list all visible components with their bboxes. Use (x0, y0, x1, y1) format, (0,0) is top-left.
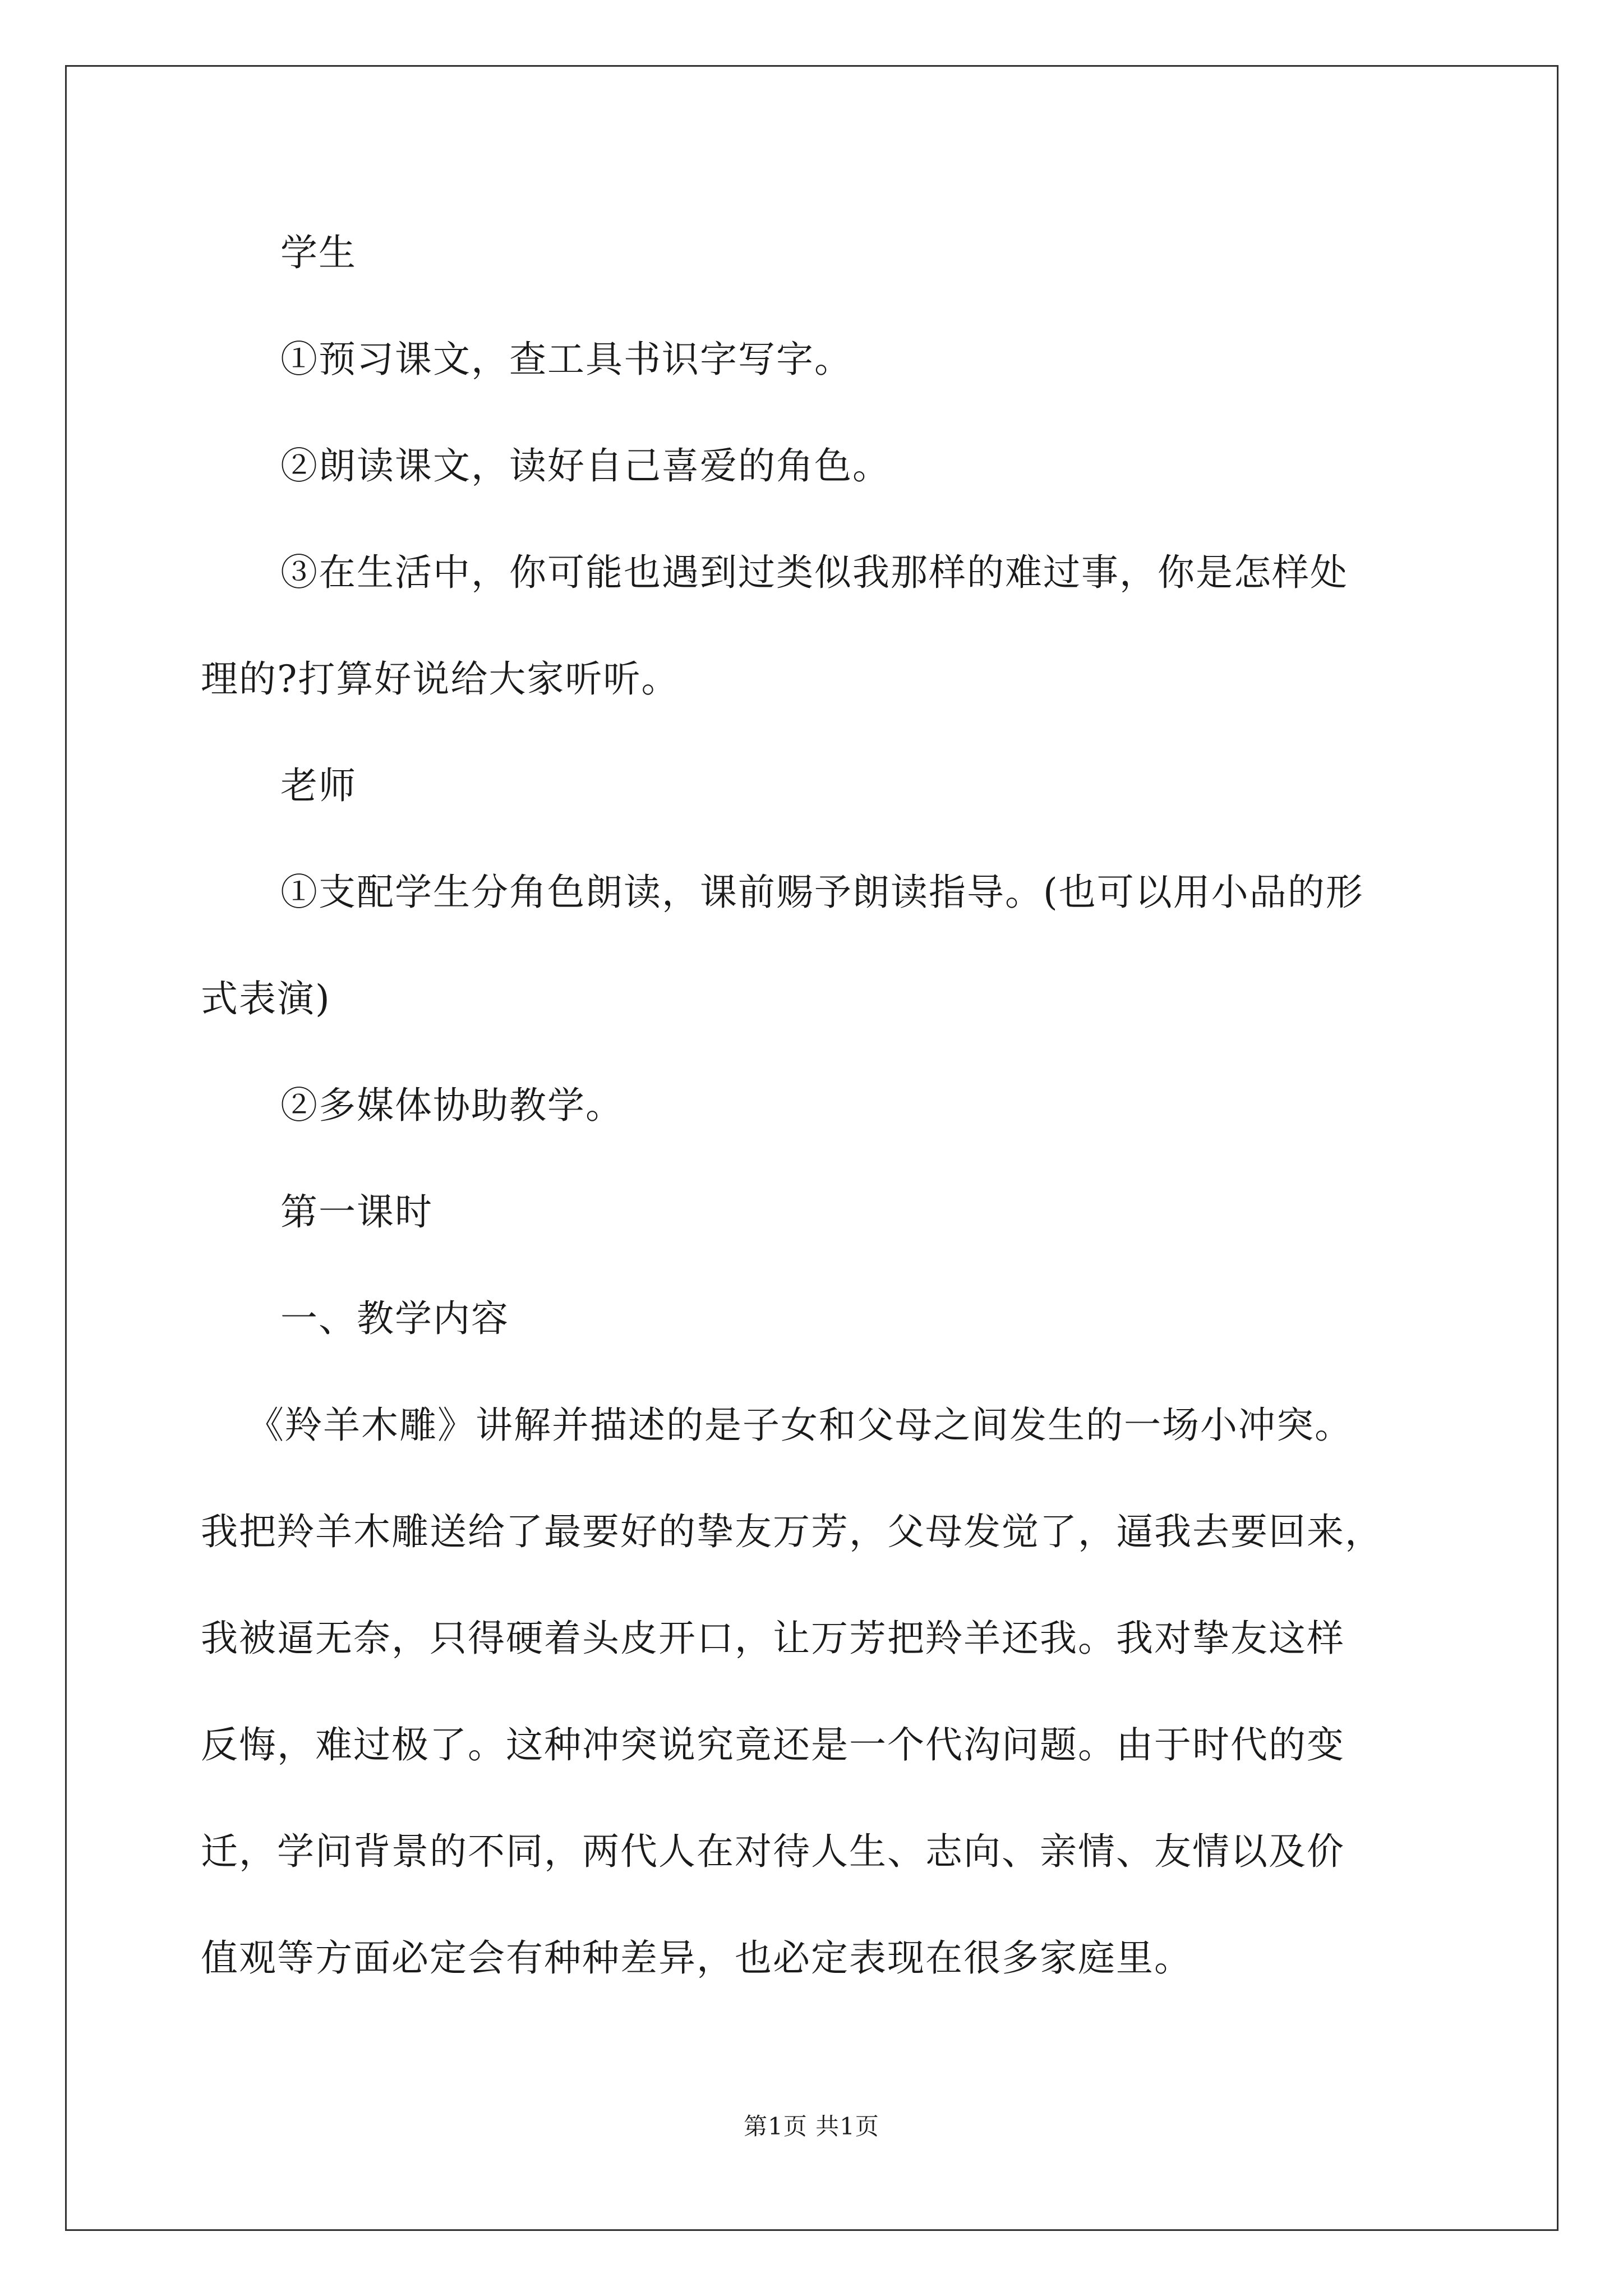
teacher-item-2: ②多媒体协助教学。 (280, 1084, 624, 1127)
content-paragraph-line-5: 迁，学问背景的不同，两代人在对待人生、志向、亲情、友情以及价 (201, 1830, 1345, 1873)
page-border (65, 65, 1559, 2231)
content-paragraph-line-4: 反悔，难过极了。这种冲突说究竟还是一个代沟问题。由于时代的变 (201, 1723, 1345, 1766)
teacher-item-1-line-1: ①支配学生分角色朗读，课前赐予朗读指导。(也可以用小品的形 (280, 871, 1364, 914)
student-item-3-line-2: 理的?打算好说给大家听听。 (201, 657, 680, 701)
content-paragraph-line-1: 《羚羊木雕》讲解并描述的是子女和父母之间发生的一场小冲突。 (247, 1404, 1353, 1447)
student-item-1: ①预习课文，查工具书识字写字。 (280, 338, 852, 381)
student-item-3-line-1: ③在生活中，你可能也遇到过类似我那样的难过事，你是怎样处 (280, 551, 1348, 594)
content-paragraph-line-2: 我把羚羊木雕送给了最要好的挚友万芳，父母发觉了，逼我去要回来， (201, 1510, 1383, 1553)
heading-first-lesson: 第一课时 (280, 1190, 433, 1234)
heading-teaching-content: 一、教学内容 (280, 1297, 509, 1340)
content-paragraph-line-3: 我被逼无奈，只得硬着头皮开口，让万芳把羚羊还我。我对挚友这样 (201, 1617, 1345, 1660)
page-footer: 第1页 共1页 (744, 2113, 879, 2140)
heading-students: 学生 (280, 231, 357, 274)
student-item-2: ②朗读课文，读好自己喜爱的角色。 (280, 444, 891, 487)
teacher-item-1-line-2: 式表演) (201, 977, 331, 1020)
heading-teacher: 老师 (280, 764, 357, 807)
content-paragraph-line-6: 值观等方面必定会有种种差异，也必定表现在很多家庭里。 (201, 1936, 1192, 1980)
